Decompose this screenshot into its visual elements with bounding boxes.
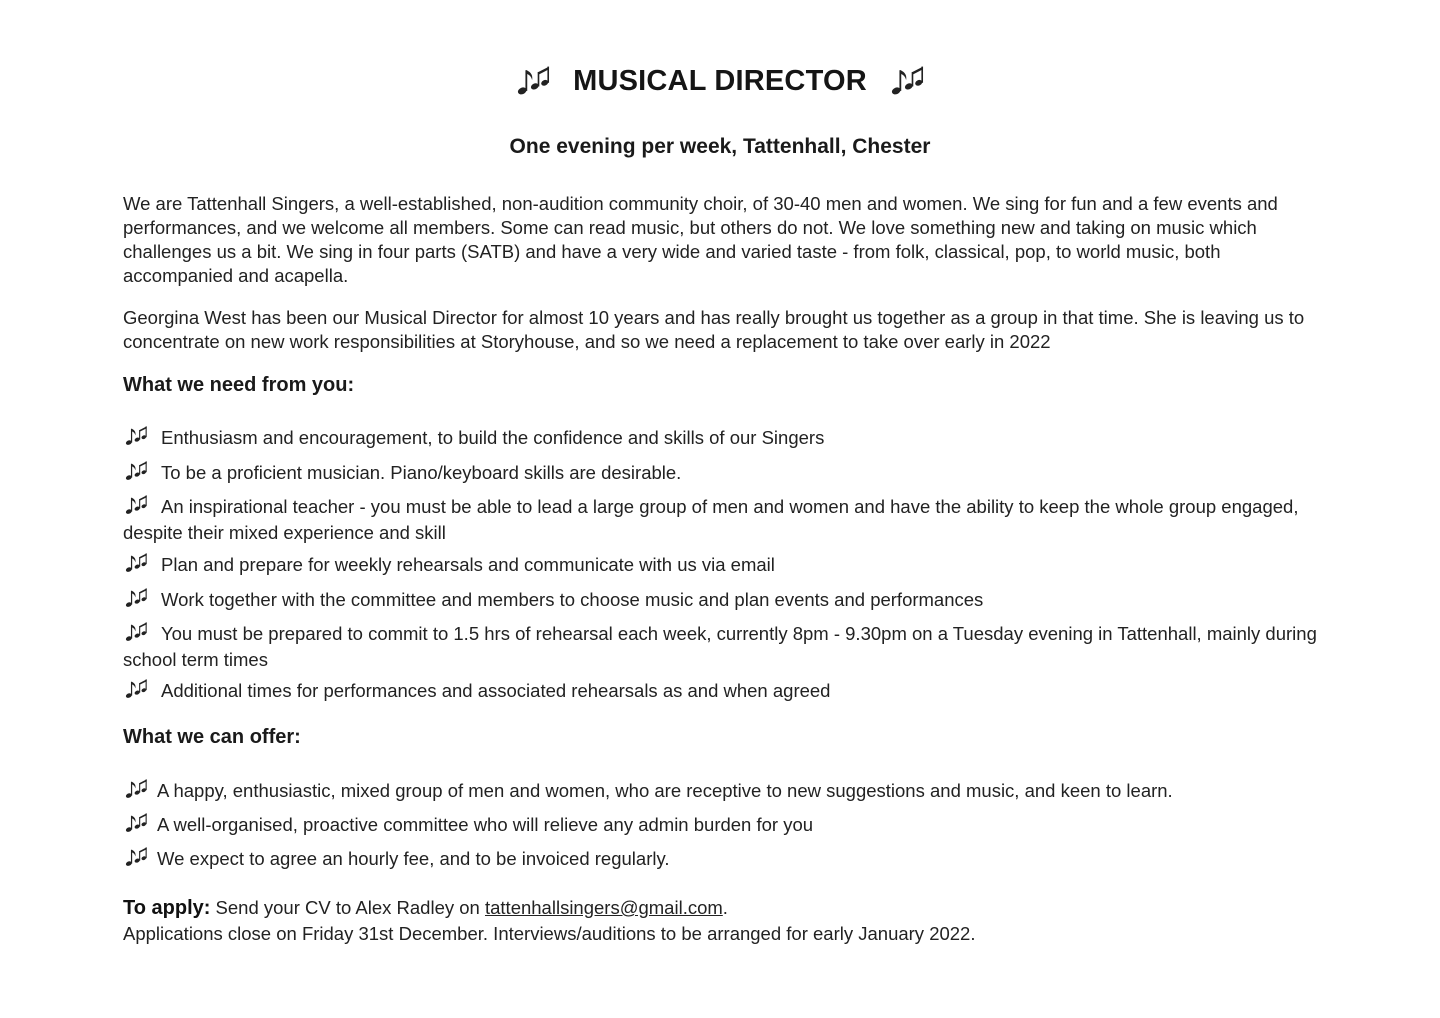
needs-list-item	[123, 677, 1323, 704]
offer-item-text: A happy, enthusiastic, mixed group of men and women, who are receptive to new suggestions and music, and keen to learn.	[157, 780, 1173, 801]
offer-list-item	[123, 777, 1323, 804]
music-notes-icon	[123, 677, 149, 701]
apply-text: Send your CV to Alex Radley on	[210, 897, 485, 918]
music-notes-icon	[123, 493, 149, 517]
music-notes-icon	[123, 586, 149, 610]
offer-item-text: We expect to agree an hourly fee, and to be invoiced regularly.	[157, 848, 670, 869]
needs-list-item	[123, 551, 1323, 578]
apply-text-end: .	[722, 897, 728, 918]
music-notes-icon	[889, 62, 925, 100]
offer-item-text: A well-organised, proactive committee who will relieve any admin burden for you	[157, 814, 814, 835]
needs-item-text: Additional times for performances and associated rehearsals as and when agreed	[161, 680, 831, 701]
needs-list-item	[123, 620, 1323, 673]
needs-list-item	[123, 586, 1323, 613]
music-notes-icon	[123, 459, 149, 483]
needs-item-text: Enthusiasm and encouragement, to build the confidence and skills of our Singers	[161, 427, 825, 448]
music-notes-icon	[123, 551, 149, 575]
needs-heading: What we need from you:	[123, 374, 355, 396]
needs-item-text: An inspirational teacher - you must be able to lead a large group of men and women and have the ability to keep the whole group engaged, despite their mixed experience and skill	[123, 496, 1299, 543]
music-notes-icon	[123, 845, 149, 869]
needs-item-text: You must be prepared to commit to 1.5 hrs of rehearsal each week, currently 8pm - 9.30pm on a Tuesday evening in Tattenhall, mainly during school term times	[123, 623, 1317, 670]
apply-line	[123, 895, 976, 921]
page-subtitle: One evening per week, Tattenhall, Chester	[509, 135, 931, 158]
offer-list-item	[123, 845, 1323, 872]
page-title: MUSICAL DIRECTOR	[573, 64, 867, 97]
intro-paragraph: We are Tattenhall Singers, a well-established, non-audition community choir, of 30-40 men and women. We sing for fun and a few events and performances, and we welcome all members. Some can read music, but others do not. We love something new and taking on music which challenges us a bit. We sing in four parts (SATB) and have a very wide and varied taste - from folk, classical, pop, to world music, both accompanied and acapella.	[123, 193, 1278, 286]
needs-list-item	[123, 493, 1323, 546]
email-link[interactable]: tattenhallsingers@gmail.com	[484, 897, 723, 918]
offer-list-item	[123, 811, 1323, 838]
apply-section	[123, 895, 976, 946]
background-paragraph: Georgina West has been our Musical Director for almost 10 years and has really brought us together as a group in that time. She is leaving us to concentrate on new work responsibilities at Storyhouse, and so we need a replacement to take over early in 2022	[123, 307, 1305, 352]
music-notes-icon	[515, 62, 551, 100]
needs-item-text: To be a proficient musician. Piano/keyboard skills are desirable.	[161, 462, 682, 483]
offer-heading: What we can offer:	[123, 726, 301, 748]
apply-label: To apply:	[123, 897, 211, 919]
closing-date-text: Applications close on Friday 31st December. Interviews/auditions to be arranged for early January 2022.	[123, 923, 976, 944]
music-notes-icon	[123, 424, 149, 448]
needs-item-text: Work together with the committee and members to choose music and plan events and performances	[161, 589, 984, 610]
needs-item-text: Plan and prepare for weekly rehearsals and communicate with us via email	[161, 554, 775, 575]
needs-list-item	[123, 459, 1323, 486]
music-notes-icon	[123, 777, 149, 801]
title-row	[0, 62, 1440, 100]
needs-list-item	[123, 424, 1323, 451]
music-notes-icon	[123, 811, 149, 835]
music-notes-icon	[123, 620, 149, 644]
